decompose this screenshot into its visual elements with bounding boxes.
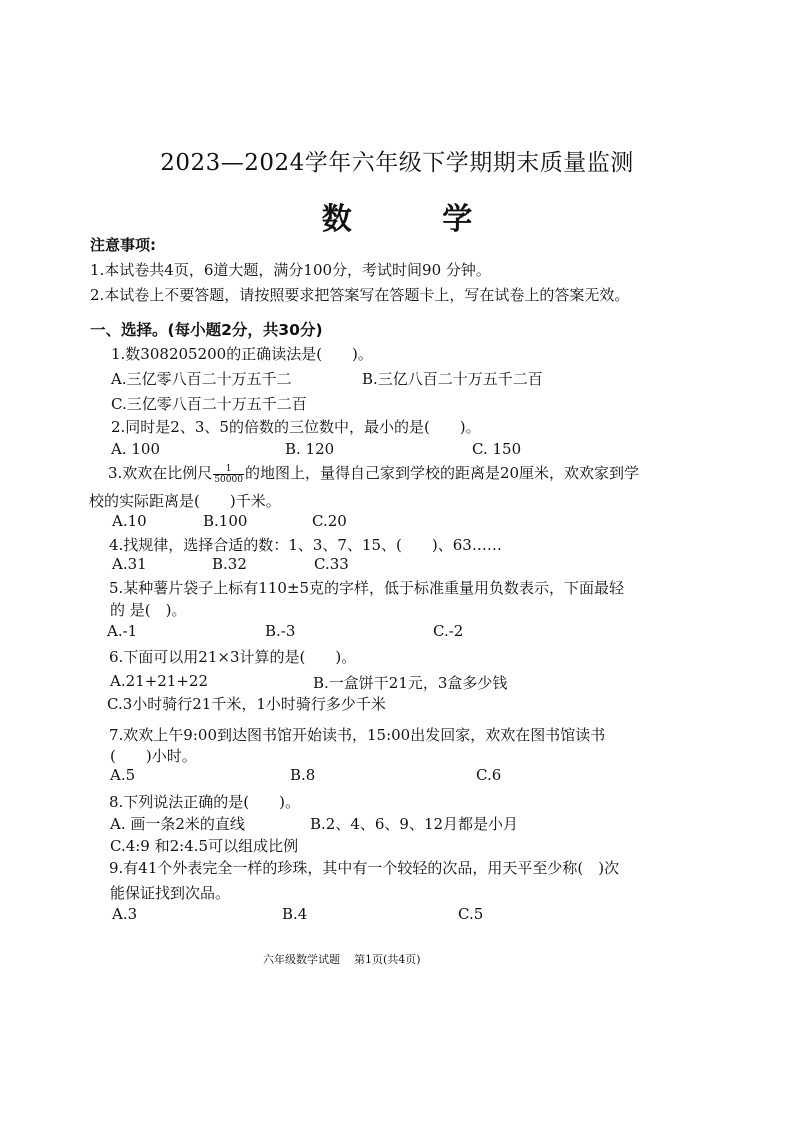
- question-9-option-c: C.5: [458, 905, 484, 923]
- notice-heading: 注意事项:: [90, 236, 156, 254]
- subject-heading: 数 学: [321, 202, 513, 237]
- question-5-option-c: C.-2: [433, 622, 464, 640]
- footer-page-number: 第1页(共4页): [354, 953, 421, 966]
- question-8-option-c: C.4:9 和2:4.5可以组成比例: [110, 837, 299, 855]
- question-5-stem-line2: 的 是( )。: [110, 601, 187, 619]
- question-3-stem-start: 3.欢欢在比例尺: [108, 464, 213, 482]
- question-7-stem-line2: ( )小时。: [110, 747, 197, 765]
- question-3-option-c: C.20: [312, 512, 347, 530]
- question-8-option-a: A. 画一条2米的直线: [110, 815, 245, 833]
- question-3-option-a: A.10: [112, 512, 147, 530]
- question-9-stem-line2: 能保证找到次品。: [110, 884, 231, 902]
- question-2-stem: 2.同时是2、3、5的倍数的三位数中，最小的是( )。: [111, 418, 481, 436]
- question-7-stem: 7.欢欢上午9:00到达图书馆开始读书，15:00出发回家，欢欢在图书馆读书: [109, 726, 606, 744]
- question-4-option-a: A.31: [112, 555, 147, 573]
- question-5-stem: 5.某种薯片袋子上标有110±5克的字样，低于标准重量用负数表示，下面最轻: [109, 579, 625, 597]
- question-3-stem-line2: 校的实际距离是( )千米。: [89, 492, 281, 510]
- scale-fraction: [213, 464, 244, 485]
- question-6-option-a: A.21+21+22: [110, 672, 208, 690]
- question-8-stem: 8.下列说法正确的是( )。: [109, 793, 301, 811]
- question-6-stem: 6.下面可以用21×3计算的是( )。: [109, 648, 357, 666]
- question-5-option-b: B.-3: [265, 622, 296, 640]
- question-3-stem: [108, 462, 639, 485]
- question-4-option-b: B.32: [212, 555, 247, 573]
- question-4-stem: 4.找规律，选择合适的数：1、3、7、15、( )、63……: [109, 536, 502, 554]
- question-2-option-c: C. 150: [472, 440, 522, 458]
- question-9-option-a: A.3: [112, 905, 138, 923]
- question-6-option-b: B.一盒饼干21元，3盒多少钱: [313, 674, 508, 692]
- exam-title: 2023—2024学年六年级下学期期末质量监测: [160, 150, 634, 176]
- fraction-denominator: 50000: [214, 474, 243, 485]
- question-1-option-a: A.三亿零八百二十万五千二: [111, 370, 292, 388]
- question-3-option-b: B.100: [203, 512, 248, 530]
- notice-item: 2.本试卷上不要答题，请按照要求把答案写在答题卡上，写在试卷上的答案无效。: [90, 286, 630, 304]
- question-2-option-b: B. 120: [285, 440, 335, 458]
- question-1-option-b: B.三亿八百二十万五千二百: [362, 370, 543, 388]
- question-3-stem-end: 的地图上，量得自己家到学校的距离是20厘米，欢欢家到学: [244, 464, 640, 482]
- question-7-option-c: C.6: [476, 766, 502, 784]
- question-8-option-b: B.2、4、6、9、12月都是小月: [310, 815, 519, 833]
- question-6-option-c: C.3小时骑行21千米，1小时骑行多少千米: [107, 695, 386, 713]
- section-heading: 一、选择。(每小题2分，共30分): [90, 321, 323, 339]
- footer-subject: 六年级数学试题: [263, 953, 340, 966]
- question-5-option-a: A.-1: [107, 622, 138, 640]
- question-1-option-c: C.三亿零八百二十万五千二百: [111, 395, 307, 413]
- question-9-option-b: B.4: [282, 905, 308, 923]
- fraction-numerator: 1: [213, 464, 244, 475]
- question-7-option-a: A.5: [110, 766, 136, 784]
- page-footer: [263, 951, 435, 967]
- question-7-option-b: B.8: [290, 766, 316, 784]
- question-1-stem: 1.数308205200的正确读法是( )。: [111, 345, 373, 363]
- question-9-stem: 9.有41个外表完全一样的珍珠，其中有一个较轻的次品，用天平至少称( )次: [109, 859, 620, 877]
- question-4-option-c: C.33: [314, 555, 349, 573]
- notice-item: 1.本试卷共4页，6道大题，满分100分，考试时间90 分钟。: [90, 261, 491, 279]
- question-2-option-a: A. 100: [111, 440, 160, 458]
